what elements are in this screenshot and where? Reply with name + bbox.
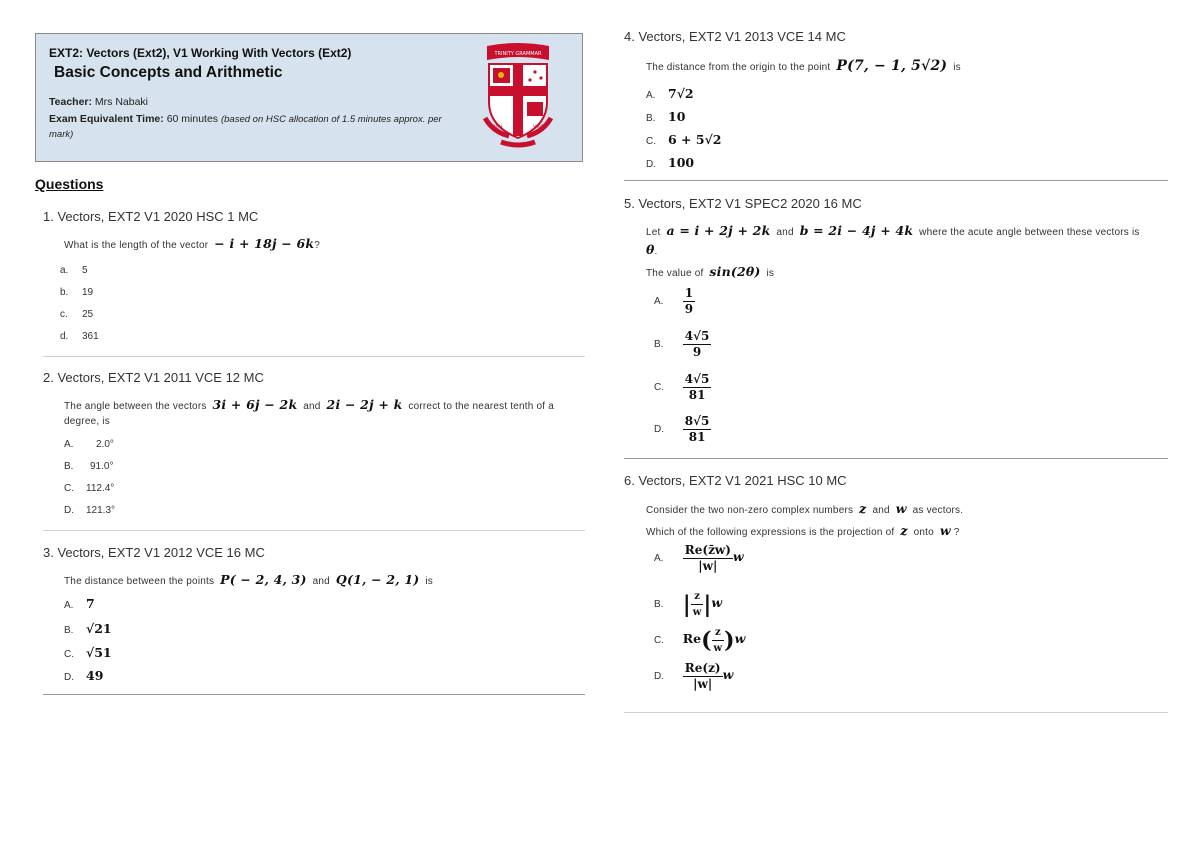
option-letter: c. [60, 309, 68, 320]
question-6-prompt-c: as vectors. [912, 505, 964, 516]
question-5-vector-a: a = i + 2j + 2k [666, 223, 771, 238]
question-2-option-c[interactable] [64, 483, 114, 494]
fraction-denominator: 9 [692, 345, 702, 359]
fraction-denominator: 81 [688, 430, 706, 444]
crest-cross-vertical [513, 64, 523, 136]
crest-right-motto: VALOR [533, 124, 547, 129]
question-5-option-d[interactable] [654, 414, 711, 445]
question-4-prompt-b: is [953, 62, 961, 73]
question-divider [624, 458, 1168, 459]
option-fraction [683, 661, 723, 692]
fraction-denominator: 81 [688, 388, 706, 402]
fraction-numerator: 1 [684, 286, 694, 300]
question-2-option-d[interactable] [64, 505, 115, 516]
paren-right: ) [724, 627, 735, 654]
question-6-z-2: z [900, 523, 908, 538]
option-value: 121.3° [86, 505, 116, 516]
question-3-option-b[interactable] [64, 621, 112, 636]
crest-cross-horizontal [489, 86, 547, 96]
question-2-text [64, 397, 584, 412]
question-3-title: 3. Vectors, EXT2 V1 2012 VCE 16 MC [43, 545, 265, 560]
question-5-option-c[interactable] [654, 372, 711, 403]
option-letter: a. [60, 265, 69, 276]
option-letter: b. [60, 287, 69, 298]
option-letter: C. [64, 649, 74, 660]
option-tail: w [711, 595, 723, 611]
option-prefix: Re [682, 631, 702, 647]
fraction-numerator: z [691, 589, 704, 605]
question-5-expression: sin(2θ) [709, 264, 761, 279]
question-6-prompt-a: Consider the two non-zero complex numbers [646, 505, 854, 516]
question-1-end: ? [314, 240, 321, 251]
fraction-numerator: z [712, 625, 725, 641]
question-5-prompt-e: The value of [646, 268, 704, 279]
option-letter: C. [654, 635, 664, 647]
option-value: 2.0° [96, 439, 114, 450]
option-letter: A. [64, 600, 74, 611]
question-5-option-b[interactable] [654, 329, 711, 360]
question-3-option-d[interactable] [64, 668, 103, 683]
question-6-option-c[interactable] [654, 625, 745, 656]
question-3-option-c[interactable] [64, 645, 112, 660]
option-value: √51 [86, 645, 112, 660]
option-letter: A. [64, 439, 74, 450]
option-value: 361 [82, 331, 99, 342]
question-5-prompt-b: and [776, 227, 794, 238]
exam-time-note: (based on HSC allocation of 1.5 minutes approx. per [220, 114, 442, 125]
fraction-denominator: |w| [693, 677, 713, 691]
crest-bottom-text: SCHOOL [509, 142, 527, 147]
question-4-option-c[interactable] [646, 132, 722, 147]
question-1-option-a[interactable] [60, 265, 88, 276]
question-3-text [64, 572, 433, 587]
option-letter: D. [64, 672, 74, 683]
question-4-prompt-a: The distance from the origin to the point [646, 62, 831, 73]
question-3-point-q: Q(1, − 2, 1) [335, 572, 420, 587]
exam-time-note-2: mark) [49, 129, 74, 140]
option-value: 25 [82, 309, 94, 320]
question-4-point: P(7, − 1, 5√2) [836, 58, 948, 74]
option-value: 100 [668, 155, 695, 170]
question-4-text [646, 58, 961, 74]
fraction-numerator: 8√5 [684, 414, 710, 428]
option-fraction [683, 372, 712, 403]
question-5-text-2 [646, 264, 774, 279]
question-2-vector-2: 2i − 2j + k [326, 397, 403, 412]
question-6-prompt-e: onto [913, 527, 934, 538]
option-letter: C. [64, 483, 74, 494]
paren-left: ( [701, 627, 712, 654]
question-5-title: 5. Vectors, EXT2 V1 SPEC2 2020 16 MC [624, 196, 862, 211]
option-letter: B. [654, 599, 664, 611]
question-divider [43, 694, 585, 695]
fraction-denominator: w [692, 607, 702, 618]
fraction-numerator: Re(z̄w) [684, 543, 731, 557]
option-value: 6 + 5√2 [668, 132, 722, 147]
question-5-period: . [654, 246, 658, 257]
question-divider [43, 356, 585, 357]
question-5-prompt-a: Let [646, 227, 661, 238]
question-2-prompt-c: correct to the nearest tenth of a [408, 401, 554, 412]
crest-star-icon [498, 72, 504, 78]
question-6-w-2: w [939, 523, 951, 538]
question-5-option-a[interactable] [654, 286, 695, 317]
question-2-vector-1: 3i + 6j − 2k [212, 397, 298, 412]
option-value: 10 [668, 109, 686, 124]
question-3-prompt-a: The distance between the points [64, 576, 215, 587]
option-letter: B. [64, 625, 74, 636]
question-6-prompt-b: and [872, 505, 890, 516]
question-5-prompt-c: where the acute angle between these vectors is [919, 227, 1140, 238]
questions-heading: Questions [35, 176, 104, 192]
option-letter: A. [646, 90, 656, 101]
option-value: √21 [86, 621, 112, 636]
option-value: 49 [86, 668, 104, 683]
option-letter: D. [64, 505, 74, 516]
option-fraction [691, 589, 704, 620]
question-2-prompt-b: and [303, 401, 321, 412]
question-6-option-a[interactable] [654, 543, 744, 574]
question-2-option-a[interactable] [64, 439, 114, 450]
question-5-theta-line [646, 242, 658, 257]
question-1-title: 1. Vectors, EXT2 V1 2020 HSC 1 MC [43, 209, 259, 224]
option-tail: w [732, 549, 744, 565]
crest-left-motto: FAITH [491, 124, 503, 129]
question-6-title: 6. Vectors, EXT2 V1 2021 HSC 10 MC [624, 473, 847, 488]
question-4-option-a[interactable] [646, 86, 694, 101]
question-3-point-p: P( − 2, 4, 3) [220, 572, 307, 587]
option-letter: B. [64, 461, 74, 472]
option-fraction [712, 625, 725, 656]
option-tail: w [734, 631, 746, 647]
option-value: 91.0° [90, 461, 114, 472]
fraction-numerator: 4√5 [684, 329, 710, 343]
question-3-prompt-c: is [425, 576, 433, 587]
question-5-text [646, 223, 1166, 238]
fraction-numerator: 4√5 [684, 372, 710, 386]
fraction-denominator: 9 [684, 302, 694, 316]
option-letter: B. [646, 113, 656, 124]
fraction-denominator: |w| [698, 559, 718, 573]
option-letter: D. [654, 671, 664, 683]
option-value: 7 [86, 596, 95, 611]
question-divider [624, 180, 1168, 181]
question-6-option-b[interactable] [654, 589, 722, 620]
option-value: 5 [82, 265, 88, 276]
question-6-text-2 [646, 523, 960, 538]
option-letter: D. [646, 159, 656, 170]
option-fraction [683, 329, 712, 360]
teacher-line [49, 96, 148, 108]
question-6-text [646, 501, 963, 516]
school-crest-logo [483, 42, 553, 148]
question-1-vector: − i + 18j − 6k [214, 236, 315, 251]
crest-lamp-icon [527, 102, 543, 116]
exam-time-value: 60 minutes [166, 113, 219, 125]
option-fraction [683, 286, 695, 317]
option-fraction [683, 414, 712, 445]
crest-top-text: TRINITY GRAMMAR [494, 51, 542, 57]
option-letter: C. [654, 382, 664, 394]
question-6-w: w [895, 501, 907, 516]
question-5-theta: θ [646, 242, 655, 257]
fraction-denominator: w [713, 643, 723, 654]
question-3-prompt-b: and [312, 576, 330, 587]
question-6-prompt-d: Which of the following expressions is the projection of [646, 527, 895, 538]
option-letter: B. [654, 339, 664, 351]
abs-bar-left: | [682, 591, 691, 618]
exam-time-line [49, 113, 442, 125]
question-4-option-b[interactable] [646, 109, 685, 124]
question-6-option-d[interactable] [654, 661, 733, 692]
fraction-numerator: Re(z) [684, 661, 721, 675]
option-value: 112.4° [86, 483, 115, 494]
question-6-z: z [859, 501, 867, 516]
exam-time-label: Exam Equivalent Time: [49, 113, 164, 125]
question-divider [43, 530, 585, 531]
teacher-value: Mrs Nabaki [94, 96, 149, 108]
question-5-prompt-f: is [766, 268, 775, 279]
abs-bar-right: | [703, 591, 712, 618]
option-value: 7√2 [668, 86, 694, 101]
option-fraction [683, 543, 733, 574]
option-letter: d. [60, 331, 69, 342]
teacher-label: Teacher: [49, 96, 92, 108]
option-letter: A. [654, 553, 664, 565]
question-3-option-a[interactable] [64, 596, 95, 611]
option-tail: w [722, 667, 734, 683]
question-1-option-c[interactable] [60, 309, 93, 320]
question-divider [624, 712, 1168, 713]
option-letter: A. [654, 296, 664, 308]
question-2-text-cont: degree, is [64, 416, 110, 427]
option-letter: D. [654, 424, 664, 436]
question-1-option-d[interactable] [60, 331, 99, 342]
question-5-vector-b: b = 2i − 4j + 4k [799, 223, 914, 238]
question-2-prompt-a: The angle between the vectors [64, 401, 207, 412]
question-2-option-b[interactable] [64, 461, 113, 472]
course-line: EXT2: Vectors (Ext2), V1 Working With Vectors (Ext2) [49, 46, 352, 60]
question-1-prompt: What is the length of the vector [64, 240, 209, 251]
worksheet-subtitle: Basic Concepts and Arithmetic [54, 64, 283, 81]
question-4-option-d[interactable] [646, 155, 694, 170]
question-1-option-b[interactable] [60, 287, 93, 298]
question-4-title: 4. Vectors, EXT2 V1 2013 VCE 14 MC [624, 29, 846, 44]
question-2-title: 2. Vectors, EXT2 V1 2011 VCE 12 MC [43, 370, 264, 385]
question-1-text [64, 236, 320, 251]
option-letter: C. [646, 136, 656, 147]
option-value: 19 [82, 287, 94, 298]
question-6-prompt-f: ? [953, 527, 960, 538]
exam-time-note-line2 [49, 128, 73, 140]
worksheet-header [35, 33, 583, 162]
